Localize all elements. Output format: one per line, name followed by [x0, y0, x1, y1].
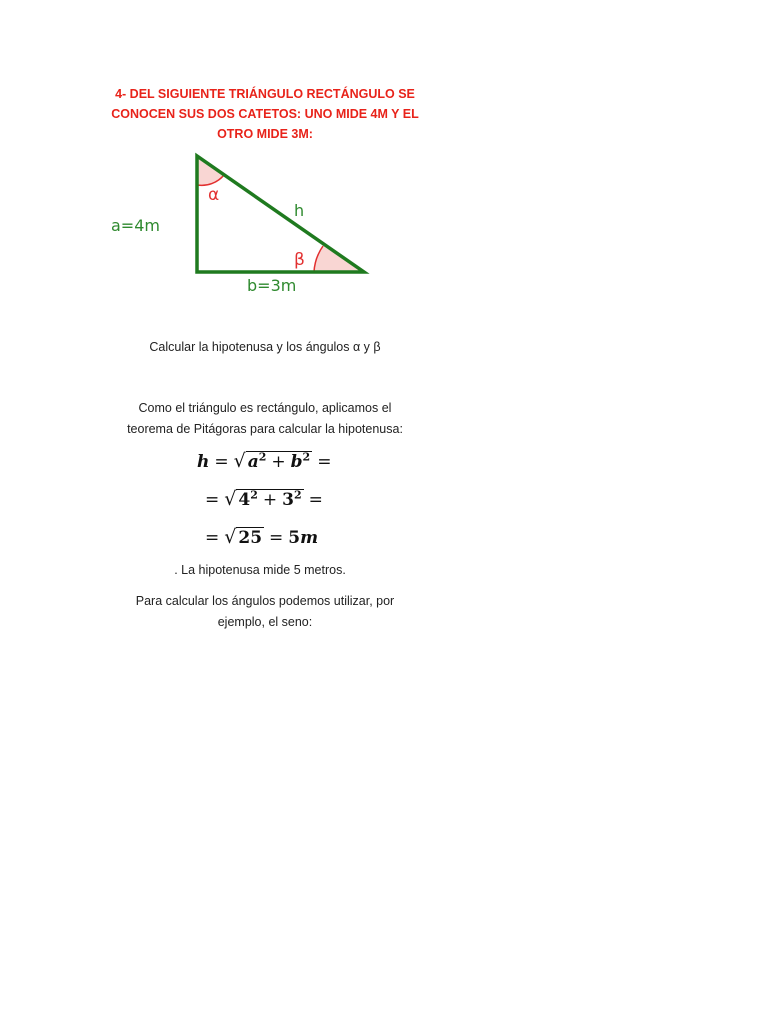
heading-line-3: OTRO MIDE 3M: — [217, 127, 313, 141]
label-a: a=4m — [111, 216, 160, 235]
eq3-radicand: 25 — [238, 528, 263, 548]
eq1-a-exp: 2 — [258, 450, 267, 464]
equation-2 — [200, 488, 328, 510]
problem-heading — [110, 84, 420, 144]
eq1-a: a — [247, 452, 259, 472]
eq3-equals: = — [205, 528, 220, 548]
eq2-b-exp: 2 — [293, 488, 302, 502]
intro-line-1: Como el triángulo es rectángulo, aplicamos el — [138, 401, 392, 415]
eq2-b: 3 — [282, 490, 294, 510]
angles-line-2: ejemplo, el seno: — [217, 615, 313, 629]
result-line: . La hipotenusa mide 5 metros. — [174, 563, 346, 577]
label-b: b=3m — [247, 276, 297, 295]
eq2-radical — [224, 488, 303, 510]
sqrt-icon: √ — [233, 450, 246, 472]
eq2-a-exp: 2 — [250, 488, 258, 502]
eq1-plus: + — [271, 452, 286, 472]
angles-text — [110, 591, 420, 633]
eq3-unit: m — [300, 528, 319, 548]
label-beta: β — [294, 250, 305, 270]
eq1-b-exp: 2 — [302, 450, 311, 464]
prompt-line: Calcular la hipotenusa y los ángulos α y β — [149, 340, 381, 354]
sqrt-icon: √ — [224, 488, 237, 510]
result-text — [105, 560, 415, 581]
equation-1 — [197, 450, 336, 472]
eq1-radical — [234, 450, 313, 472]
eq2-tail: = — [308, 490, 323, 510]
label-alpha: α — [208, 185, 220, 205]
intro-line-2: teorema de Pitágoras para calcular la hipotenusa: — [127, 422, 403, 436]
eq2-plus: + — [262, 490, 278, 510]
prompt-text — [110, 337, 420, 358]
label-h: h — [294, 201, 305, 220]
eq1-lhs: h — [197, 452, 210, 472]
eq2-a: 4 — [238, 490, 251, 510]
sqrt-icon: √ — [224, 526, 237, 548]
triangle-outline — [197, 156, 364, 272]
eq1-radicand — [246, 451, 312, 472]
eq3-radical — [224, 526, 264, 548]
heading-line-1: 4- DEL SIGUIENTE TRIÁNGULO RECTÁNGULO SE — [115, 87, 415, 101]
eq2-equals: = — [205, 490, 220, 510]
eq1-b: b — [290, 452, 303, 472]
right-triangle-figure — [105, 148, 385, 298]
heading-line-2: CONOCEN SUS DOS CATETOS: UNO MIDE 4M Y EL — [111, 107, 419, 121]
eq1-tail: = — [317, 452, 332, 472]
eq3-equals-2: = — [269, 528, 284, 548]
intro-text — [110, 398, 420, 440]
equation-3 — [200, 526, 318, 548]
eq1-equals: = — [214, 452, 229, 472]
eq3-result: 5 — [288, 528, 301, 548]
angles-line-1: Para calcular los ángulos podemos utilizar, por — [135, 594, 395, 608]
eq2-radicand — [236, 489, 303, 510]
